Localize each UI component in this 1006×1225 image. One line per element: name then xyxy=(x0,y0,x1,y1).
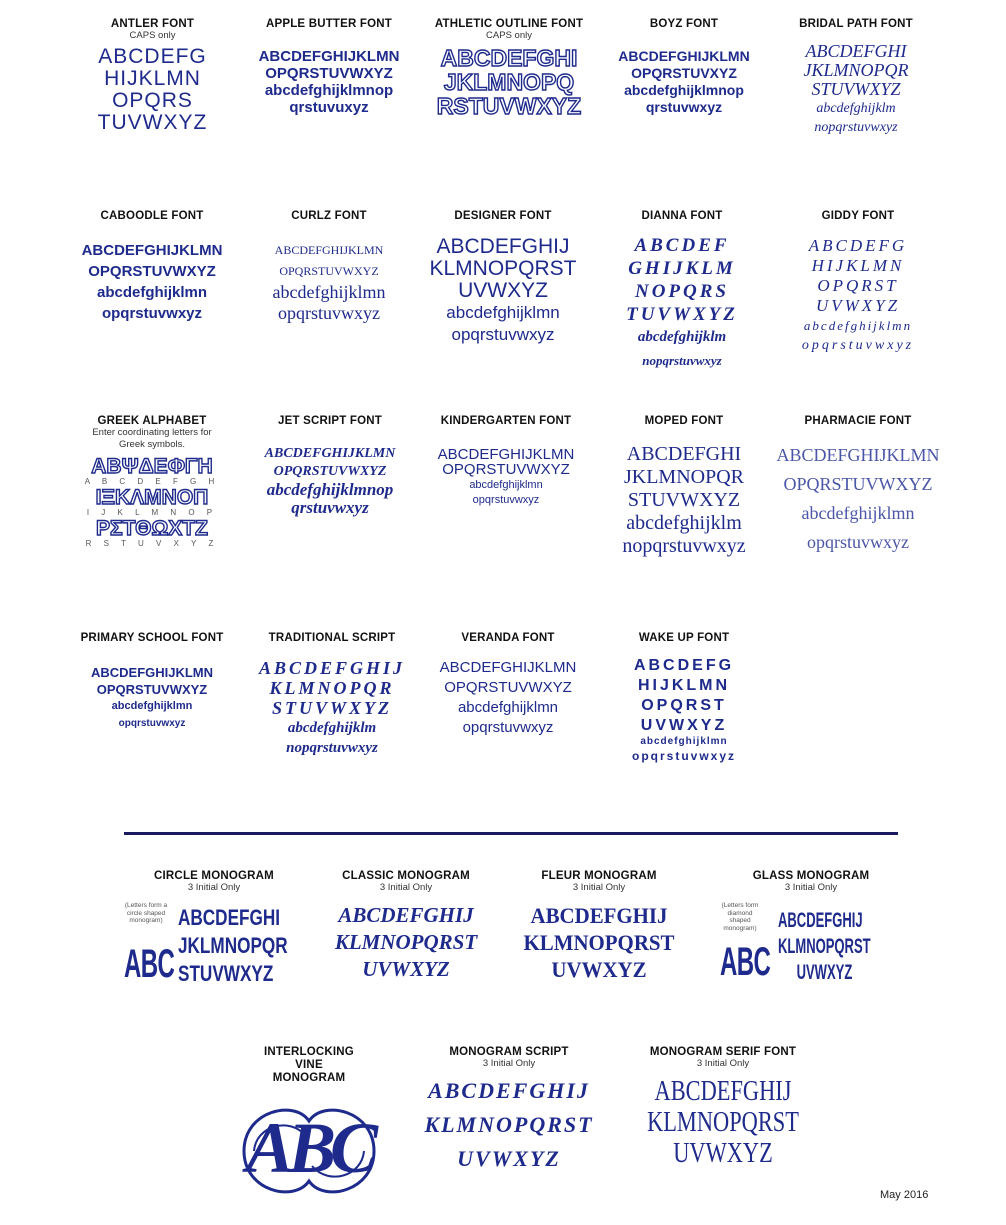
sample-line: OPQRSTUVWXYZ xyxy=(273,464,387,479)
font-title: ATHLETIC OUTLINE FONT xyxy=(434,18,584,30)
section-divider xyxy=(124,832,898,835)
font-apple-butter xyxy=(238,18,420,116)
monogram-side-note: (Letters form diamond shaped monogram) xyxy=(721,902,759,932)
sample-line: STUVWXYZ xyxy=(627,489,741,511)
sample-line: KLMNOPQRST xyxy=(429,257,577,280)
font-dianna xyxy=(594,210,770,372)
sample-line: opqrstuvwxyz xyxy=(462,719,554,736)
sample-line: HIJKLMN xyxy=(811,256,905,275)
sample-line: KLMNOPQRST xyxy=(334,930,478,954)
font-sample xyxy=(244,658,420,758)
sample-line: ABCDEFGHIJKLMN xyxy=(81,242,223,259)
font-sample xyxy=(598,48,770,116)
monogram-serif xyxy=(626,1046,820,1169)
sample-line: abcdefghijklmn xyxy=(640,736,728,747)
sample-line: ABCDEFG xyxy=(98,45,207,68)
sample-line: abcdefghijklm xyxy=(637,329,727,345)
sample-line: KLMNOPQRST xyxy=(778,935,871,958)
sample-line: R S T U V X Y Z xyxy=(85,539,219,548)
font-title: VERANDA FONT xyxy=(461,632,555,644)
sample-line: ABCDEFGHIJ xyxy=(530,903,668,928)
sample-line: ABCDEF xyxy=(634,235,730,256)
sample-line: opqrstuvwxyz xyxy=(101,305,203,322)
sample-line: abcdefghijklmnop xyxy=(266,480,394,499)
monogram-note: 3 Initial Only xyxy=(572,882,626,893)
monogram-note: 3 Initial Only xyxy=(696,1058,750,1069)
sample-line: ABCDEFGHI xyxy=(805,41,907,61)
sample-line: KLMNOPQRST xyxy=(523,930,675,955)
sample-line: opqrstuvwxyz xyxy=(807,532,909,552)
font-title: KINDERGARTEN FONT xyxy=(440,415,572,427)
font-title: DIANNA FONT xyxy=(641,210,723,222)
font-title: CURLZ FONT xyxy=(291,210,367,222)
sample-line: JKLMNOPQR xyxy=(803,60,909,80)
sample-line: ABCDEFGHIJ xyxy=(338,903,474,927)
font-sample xyxy=(62,240,242,324)
sample-line: OPQRSTUVWXYZ xyxy=(265,65,393,82)
sample-line: NOPQRS xyxy=(634,281,729,302)
font-boyz xyxy=(598,18,770,116)
monogram-title: MONOGRAM SERIF FONT xyxy=(649,1046,797,1058)
sample-line: ABCDEFGHIJKLMN xyxy=(618,48,750,64)
sample-line: STUVWXYZ xyxy=(271,698,392,718)
font-sample xyxy=(420,46,598,118)
monogram-fleur xyxy=(506,870,692,983)
monogram-note: 3 Initial Only xyxy=(187,882,241,893)
monogram-example: ABC xyxy=(720,940,771,984)
monogram-title: MONOGRAM SCRIPT xyxy=(449,1046,569,1058)
sample-line: ABCDEFGHI xyxy=(440,45,578,71)
sample-line: ABCDEFGHI xyxy=(626,443,742,465)
font-title: GREEK ALPHABET xyxy=(97,415,207,427)
sample-line: OPQRSTUVWXYZ xyxy=(783,474,933,494)
sample-line: STUVWXYZ xyxy=(811,79,901,99)
sample-line: abcdefghijklmnop xyxy=(624,82,744,98)
monogram-sample xyxy=(778,908,871,986)
sample-line: nopqrstuvwxyz xyxy=(286,740,378,756)
sample-line: JKLMNOPQ xyxy=(443,69,575,95)
sample-line: TUVWXYZ xyxy=(626,304,738,325)
sample-line: UVWXYZ xyxy=(815,296,901,315)
sample-line: UVWXYZ xyxy=(640,717,728,734)
font-antler xyxy=(60,18,245,134)
sample-line: STUVWXYZ xyxy=(178,961,274,986)
font-title: ANTLER FONT xyxy=(110,18,195,30)
monogram-title: GLASS MONOGRAM xyxy=(752,870,870,882)
monogram-glass xyxy=(712,870,898,984)
font-sample xyxy=(772,441,944,557)
font-title: BRIDAL PATH FONT xyxy=(799,18,913,30)
font-bridal-path xyxy=(770,18,942,137)
font-giddy xyxy=(770,210,946,356)
font-sample xyxy=(62,457,242,548)
font-note: Enter coordinating letters for Greek symbols. xyxy=(92,427,212,450)
font-athletic-outline xyxy=(420,18,598,118)
monogram-interlocking-vine xyxy=(224,1046,394,1211)
monogram-sample xyxy=(511,902,688,983)
sample-line: ABCDEFGHI xyxy=(178,905,281,930)
sample-line: abcdefghijklmnop xyxy=(264,82,394,99)
sample-line: abcdefghijklmn xyxy=(111,700,193,712)
sample-line: OPQRST xyxy=(817,276,899,295)
font-note: CAPS only xyxy=(129,30,176,41)
sample-line: qrstuvwxyz xyxy=(645,99,723,115)
font-sample xyxy=(418,447,594,507)
sample-line: ABCDEFGHIJKLMN xyxy=(437,446,575,463)
sample-line: ABCDEFGHIJKLMN xyxy=(776,445,940,465)
font-sample xyxy=(66,664,238,732)
font-sample xyxy=(418,236,588,346)
sample-line: abcdefghijklmn xyxy=(803,318,913,333)
sample-line: UVWXYZ xyxy=(362,957,450,981)
font-greek-alphabet xyxy=(62,415,242,548)
sample-line: GHIJKLM xyxy=(628,258,736,279)
sample-line: I J K L M N O P xyxy=(86,508,218,517)
sample-line: JKLMNOPQR xyxy=(623,466,745,488)
sample-line: ABCDEFG xyxy=(808,236,908,255)
sample-line: abcdefghijklmn xyxy=(469,479,543,491)
sample-line: abcdefghijklmn xyxy=(457,699,559,716)
monogram-title: INTERLOCKING VINE MONOGRAM xyxy=(264,1046,354,1084)
sample-line: TUVWXYZ xyxy=(97,111,208,134)
sample-line: ABCDEFGHIJKLMN xyxy=(274,243,384,257)
font-curlz xyxy=(240,210,418,324)
sample-line: OPQRSTUVWXYZ xyxy=(88,263,216,280)
sample-line: abcdefghijklm xyxy=(287,720,377,736)
monogram-sample xyxy=(178,904,288,988)
sample-line: UVWXYZ xyxy=(458,279,548,302)
monogram-side-note: (Letters form a circle shaped monogram) xyxy=(124,902,168,924)
monogram-title: FLEUR MONOGRAM xyxy=(541,870,657,882)
sample-line: nopqrstuvwxyz xyxy=(622,535,746,557)
sample-line: ABCDEFGHIJKLMN xyxy=(258,48,400,65)
font-primary-school xyxy=(66,632,238,732)
sample-line: opqrstuvwxyz xyxy=(118,718,186,729)
font-title: PHARMACIE FONT xyxy=(804,415,912,427)
font-kindergarten xyxy=(418,415,594,507)
font-title: PRIMARY SCHOOL FONT xyxy=(80,632,224,644)
font-veranda xyxy=(420,632,596,738)
font-title: TRADITIONAL SCRIPT xyxy=(268,632,396,644)
sample-line: OPQRSTUVWXYZ xyxy=(96,682,208,697)
sample-line: UVWXYZ xyxy=(457,1146,561,1171)
sample-line: qrstuvuxyz xyxy=(289,99,369,116)
sample-line: KLMNOPQRST xyxy=(424,1112,594,1137)
font-sample xyxy=(770,42,942,137)
sample-line: opqrstuvwxyz xyxy=(631,749,736,763)
monogram-classic xyxy=(316,870,496,983)
font-sample xyxy=(420,658,596,738)
sample-line: ABCDEFGHIJKLMN xyxy=(90,665,214,680)
font-title: BOYZ FONT xyxy=(649,18,719,30)
sample-line: UVWXYZ xyxy=(673,1138,773,1169)
sample-line: abcdefghijklm xyxy=(816,101,896,116)
font-sample xyxy=(242,445,418,517)
sample-line: opqrstuvwxyz xyxy=(451,325,555,344)
sample-line: OPQRST xyxy=(641,697,727,714)
sample-line: ABCDEFG xyxy=(633,657,735,674)
sample-line: abcdefghijklmn xyxy=(96,284,208,301)
monogram-note: 3 Initial Only xyxy=(379,882,433,893)
font-title: GIDDY FONT xyxy=(821,210,895,222)
font-traditional-script xyxy=(244,632,420,758)
sample-line: opqrstuvwxyz xyxy=(278,303,380,323)
font-title: JET SCRIPT FONT xyxy=(278,415,382,427)
sample-line: HIJKLMN xyxy=(104,67,201,90)
monogram-example: ABC xyxy=(124,942,175,986)
monogram-sample xyxy=(645,1076,800,1169)
font-sample xyxy=(240,240,418,324)
monogram-note: 3 Initial Only xyxy=(482,1058,536,1069)
sample-line: abcdefghijklmn xyxy=(446,303,560,322)
sample-line: ABCDEFGHIJKLMN xyxy=(439,659,577,676)
sample-line: A B C D E F G H xyxy=(84,477,220,486)
font-moped xyxy=(596,415,772,558)
font-sample xyxy=(596,443,772,558)
sample-line: ABCDEFGHIJ xyxy=(778,909,863,932)
sample-line: ABCDEFGHIJ xyxy=(654,1076,792,1107)
font-jet-script xyxy=(242,415,418,517)
font-note: CAPS only xyxy=(486,30,532,41)
sample-line: qrstuvwxyz xyxy=(291,498,369,517)
font-sample xyxy=(594,234,770,372)
sample-line: opqrstuvwxyz xyxy=(472,494,540,506)
sample-line: KLMNOPQR xyxy=(269,678,395,698)
sample-line: opqrstuvwxyz xyxy=(801,338,915,353)
monogram-circle xyxy=(114,870,314,986)
sample-line: nopqrstuvwxyz xyxy=(642,353,722,368)
sample-line: UVWXYZ xyxy=(551,957,647,982)
monogram-sample xyxy=(316,902,496,983)
font-sample xyxy=(596,656,772,764)
monogram-note: 3 Initial Only xyxy=(784,882,838,893)
sample-line: ABCDEFGHIJ xyxy=(428,1078,590,1103)
sample-line: RSTUVWXYZ xyxy=(436,93,582,119)
sample-line: ABCDEFGHIJKLMN xyxy=(264,446,396,461)
font-sample xyxy=(770,236,946,356)
sample-line: ΡΣΤΘΩΧΤΖ xyxy=(96,517,208,540)
sample-line: ABCDEFGHIJ xyxy=(258,658,406,678)
font-caboodle xyxy=(62,210,242,324)
vine-monogram-art xyxy=(234,1091,384,1211)
sample-line: nopqrstuvwxyz xyxy=(814,120,898,135)
sample-line: OPQRSTUVXYZ xyxy=(631,65,737,81)
font-designer xyxy=(418,210,588,346)
sample-line: abcdefghijklm xyxy=(626,512,742,534)
sample-line: OPQRSTUVWXYZ xyxy=(279,264,379,278)
font-sample xyxy=(238,48,420,116)
monogram-example: ABC xyxy=(245,1108,373,1188)
monogram-sample xyxy=(414,1074,604,1176)
sample-line: ΙΞΚΛΜΝΟΠ xyxy=(95,486,209,509)
sample-line: KLMNOPQRST xyxy=(647,1107,799,1138)
sample-line: ABCDEFGHIJ xyxy=(436,235,570,258)
sample-line: OPQRSTUVWXYZ xyxy=(444,679,572,696)
sample-line: abcdefghijklmn xyxy=(801,503,915,523)
font-pharmacie xyxy=(772,415,944,557)
monogram-title: CIRCLE MONOGRAM xyxy=(154,870,274,882)
sample-line: OPQRS xyxy=(112,89,193,112)
monogram-title: CLASSIC MONOGRAM xyxy=(342,870,470,882)
sample-line: HIJKLMN xyxy=(637,677,731,694)
font-title: WAKE UP FONT xyxy=(638,632,730,644)
sample-line: abcdefghijklmn xyxy=(272,282,386,302)
font-title: DESIGNER FONT xyxy=(454,210,552,222)
font-wake-up xyxy=(596,632,772,764)
font-title: CABOODLE FONT xyxy=(100,210,204,222)
monogram-script xyxy=(414,1046,604,1176)
font-title: APPLE BUTTER FONT xyxy=(265,18,393,30)
sample-line: OPQRSTUVWXYZ xyxy=(442,461,570,478)
sample-line: UVWXYZ xyxy=(796,961,853,984)
font-title: MOPED FONT xyxy=(644,415,724,427)
sample-line: ΑΒΨΔΕΦΓΗ xyxy=(91,455,213,478)
revision-date: May 2016 xyxy=(880,1189,929,1201)
font-sample xyxy=(60,46,245,134)
sample-line: JKLMNOPQR xyxy=(178,933,288,958)
